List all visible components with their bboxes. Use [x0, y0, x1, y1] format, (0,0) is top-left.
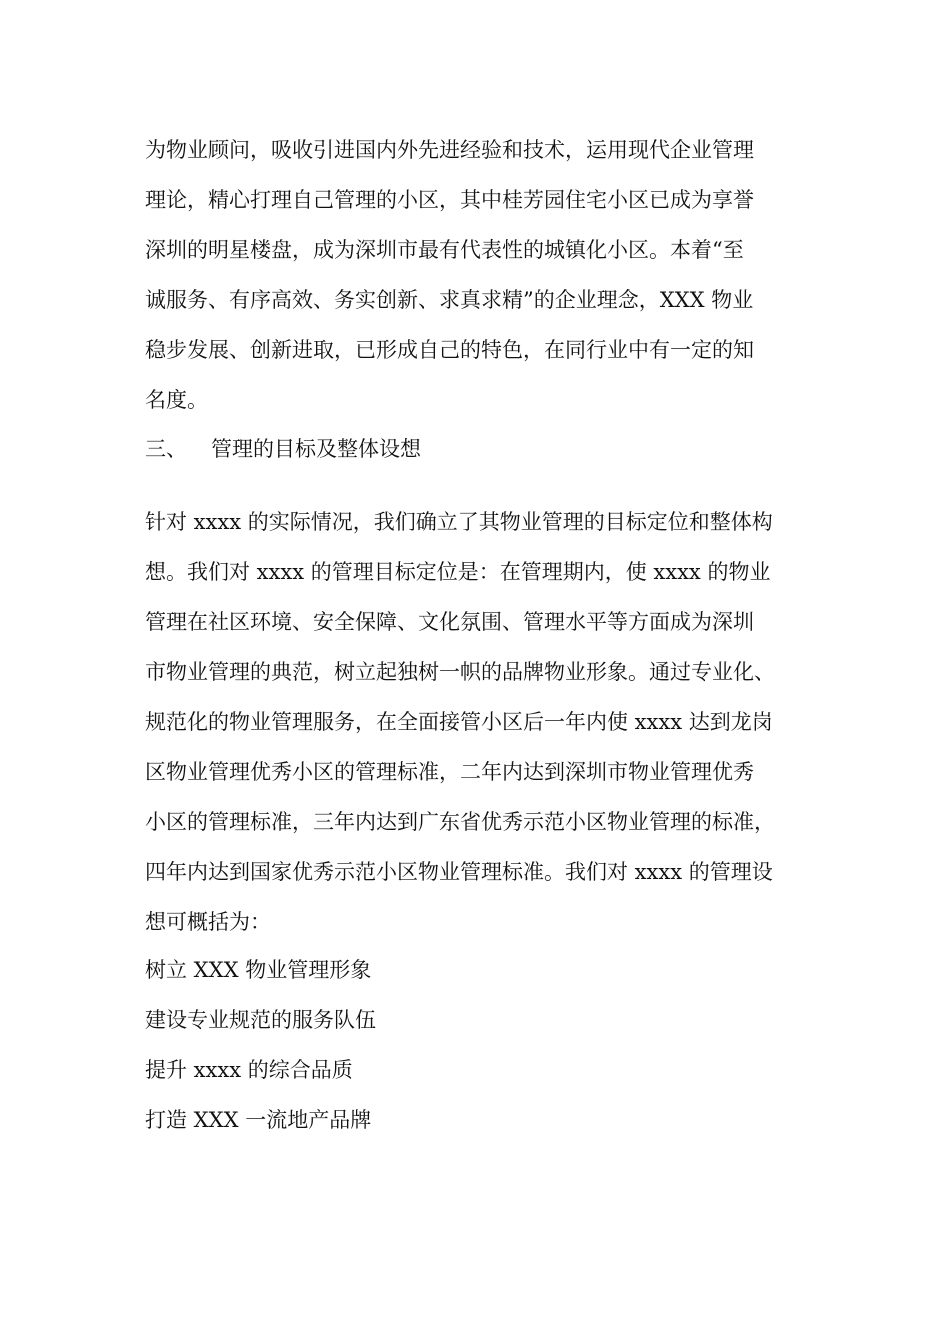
paragraph-line: 诚服务、有序高效、务实创新、求真求精”的企业理念，XXX 物业	[145, 288, 754, 312]
paragraph-line: 为物业顾问，吸收引进国内外先进经验和技术，运用现代企业管理	[145, 138, 754, 162]
goal-item: 提升 xxxx 的综合品质	[145, 1058, 353, 1082]
goal-item: 打造 XXX 一流地产品牌	[145, 1108, 372, 1132]
section-title: 管理的目标及整体设想	[211, 437, 421, 461]
paragraph-line: 深圳的明星楼盘，成为深圳市最有代表性的城镇化小区。本着“至	[145, 238, 744, 262]
paragraph-line: 四年内达到国家优秀示范小区物业管理标准。我们对 xxxx 的管理设	[145, 860, 773, 884]
paragraph-line: 市物业管理的典范，树立起独树一帜的品牌物业形象。通过专业化、	[145, 660, 775, 684]
goal-item: 树立 XXX 物业管理形象	[145, 958, 372, 982]
paragraph-line: 想可概括为：	[145, 910, 271, 934]
paragraph-line: 稳步发展、创新进取，已形成自己的特色，在同行业中有一定的知	[145, 338, 754, 362]
paragraph-line: 区物业管理优秀小区的管理标准，二年内达到深圳市物业管理优秀	[145, 760, 754, 784]
paragraph-line: 管理在社区环境、安全保障、文化氛围、管理水平等方面成为深圳	[145, 610, 754, 634]
goals-paragraph	[145, 497, 815, 947]
paragraph-line: 理论，精心打理自己管理的小区，其中桂芳园住宅小区已成为享誉	[145, 188, 754, 212]
paragraph-line: 针对 xxxx 的实际情况，我们确立了其物业管理的目标定位和整体构	[145, 510, 773, 534]
section-heading	[145, 424, 421, 474]
goals-list	[145, 945, 815, 1145]
intro-paragraph	[145, 125, 815, 425]
paragraph-line: 名度。	[145, 388, 208, 412]
paragraph-line: 想。我们对 xxxx 的管理目标定位是：在管理期内，使 xxxx 的物业	[145, 560, 771, 584]
paragraph-line: 规范化的物业管理服务，在全面接管小区后一年内使 xxxx 达到龙岗	[145, 710, 773, 734]
goal-item: 建设专业规范的服务队伍	[145, 1008, 376, 1032]
section-number: 三、	[145, 437, 187, 461]
paragraph-line: 小区的管理标准，三年内达到广东省优秀示范小区物业管理的标准，	[145, 810, 775, 834]
